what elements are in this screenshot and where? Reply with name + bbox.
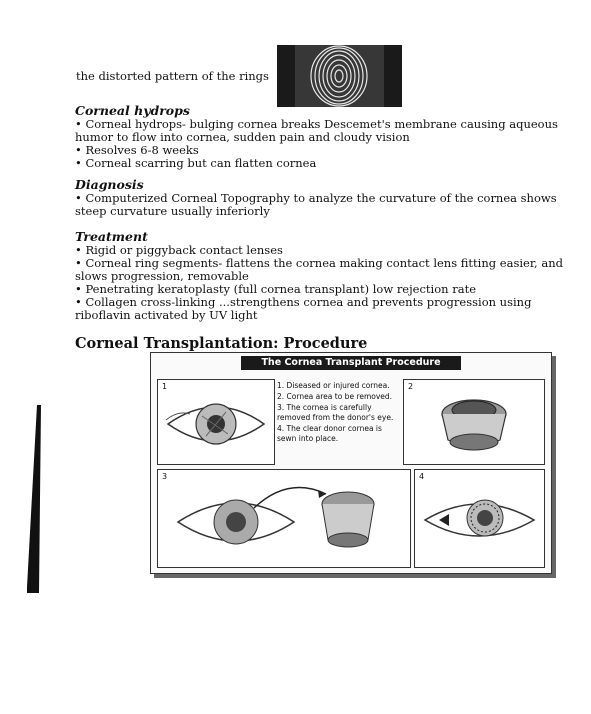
panel-4 — [414, 469, 545, 568]
transplant-figure — [150, 352, 552, 574]
panel-number: 2 — [408, 382, 414, 391]
diseased-eye-icon — [158, 380, 274, 464]
bullet: • Corneal ring segments- flattens the cornea making contact lens fitting easier, and slows progression, removable — [75, 256, 563, 283]
bullet: • Rigid or piggyback contact lenses — [75, 243, 283, 257]
procedure-steps — [277, 381, 402, 445]
donor-cornea-transfer-icon — [158, 470, 410, 567]
bullet: • Corneal scarring but can flatten cornea — [75, 156, 317, 170]
bullet: • Collagen cross-linking ...strengthens cornea and prevents progression using riboflavin activated by UV light — [75, 295, 532, 322]
panel-2 — [403, 379, 545, 465]
corneal-hydrops-heading: Corneal hydrops — [75, 103, 190, 118]
topography-rings-icon — [277, 45, 402, 107]
step-text: 1. Diseased or injured cornea. — [277, 381, 390, 390]
bullet: • Penetrating keratoplasty (full cornea transplant) low rejection rate — [75, 282, 476, 296]
treatment-heading: Treatment — [75, 229, 148, 244]
panel-number: 4 — [419, 472, 425, 481]
procedure-title: Corneal Transplantation: Procedure — [75, 335, 368, 352]
bullet: • Resolves 6-8 weeks — [75, 143, 199, 157]
bullet: • Computerized Corneal Topography to analyze the curvature of the cornea shows steep curvature usually inferiorly — [75, 191, 557, 218]
intro-text: the distorted pattern of the rings — [76, 69, 269, 83]
step-text: 4. The clear donor cornea is sewn into place. — [277, 424, 382, 443]
trephine-tool-icon — [404, 380, 544, 464]
panel-1 — [157, 379, 275, 465]
scan-margin-bar — [27, 405, 43, 605]
step-text: 3. The cornea is carefully removed from the donor's eye. — [277, 403, 394, 422]
panel-3 — [157, 469, 411, 568]
bullet: • Corneal hydrops- bulging cornea breaks Descemet's membrane causing aqueous humor to flow into cornea, sudden pain and cloudy vision — [75, 117, 558, 144]
panel-number: 3 — [162, 472, 168, 481]
panel-number: 1 — [162, 382, 168, 391]
corneal-hydrops-section — [75, 104, 565, 170]
figure-title: The Cornea Transplant Procedure — [241, 356, 461, 370]
diagnosis-heading: Diagnosis — [75, 177, 144, 192]
treatment-section — [75, 230, 565, 322]
sewn-cornea-eye-icon — [415, 470, 544, 567]
step-text: 2. Cornea area to be removed. — [277, 392, 393, 401]
diagnosis-section — [75, 178, 565, 218]
